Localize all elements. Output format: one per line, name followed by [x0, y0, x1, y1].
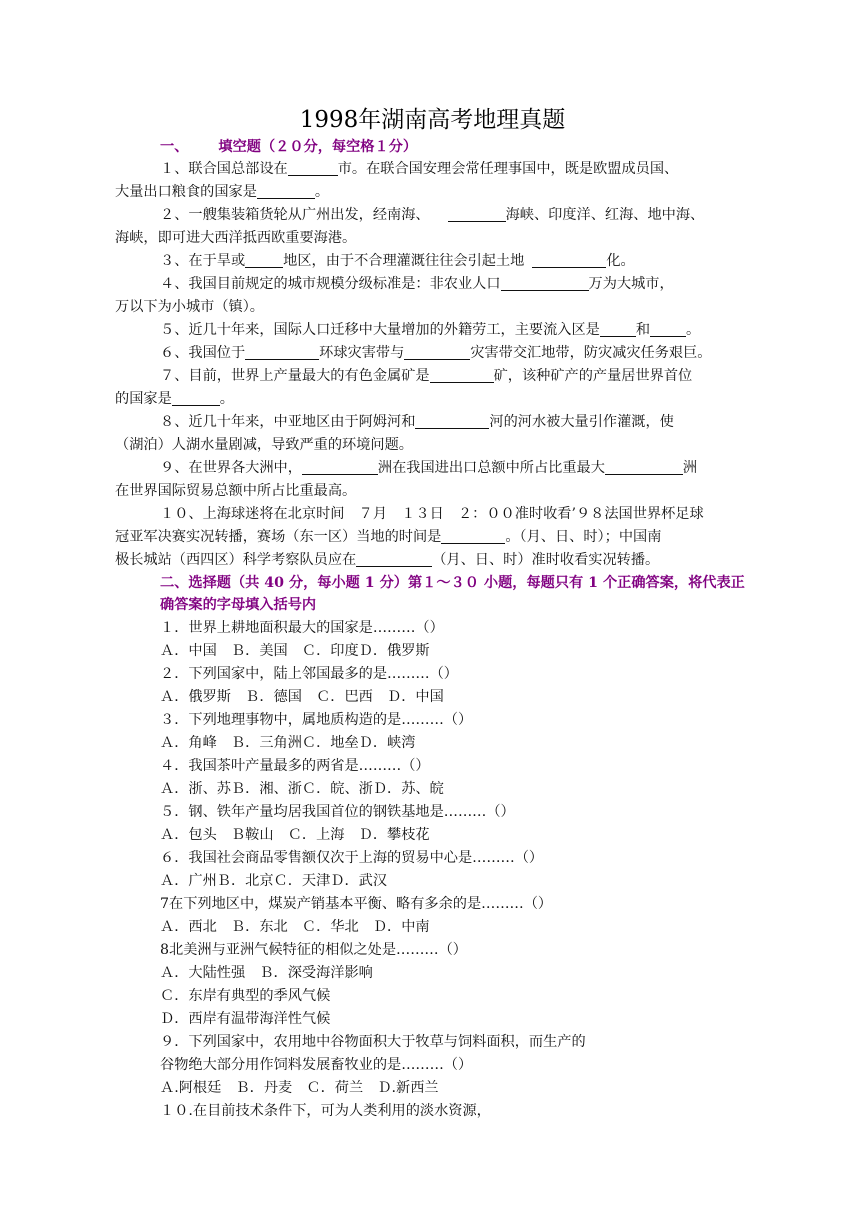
answer-blank[interactable]	[302, 459, 378, 475]
answer-blank[interactable]	[356, 551, 432, 567]
answer-blank[interactable]	[448, 206, 506, 222]
answer-blank[interactable]	[288, 160, 338, 176]
answer-blank[interactable]	[600, 321, 636, 337]
answer-blank[interactable]	[501, 275, 589, 291]
choice-question-stem: ２．下列国家中，陆上邻国最多的是………（）	[160, 666, 458, 682]
fill-q1-line2: 大量出口粮食的国家是 。	[115, 184, 330, 200]
choice-question-options: Ａ．角峰 Ｂ．三角洲Ｃ．地垒Ｄ．峡湾	[160, 735, 416, 751]
fill-q10-line2: 冠亚军决赛实况转播，赛场（东一区）当地的时间是 。（月、日、时）；中国南	[115, 529, 662, 545]
choice-question-options: Ａ．俄罗斯 Ｂ．德国 Ｃ．巴西 Ｄ．中国	[160, 689, 444, 705]
choice-question-stem: １．世界上耕地面积最大的国家是………（）	[160, 620, 444, 636]
choice-q10-stem: １０.在目前技术条件下，可为人类利用的淡水资源，	[160, 1103, 491, 1119]
choice-q9-stem-line1: ９．下列国家中，农用地中谷物面积大于牧草与饲料面积，而生产的	[160, 1034, 586, 1050]
answer-blank[interactable]	[441, 528, 505, 544]
choice-q8-option-c: Ｃ．东岸有典型的季风气候	[160, 988, 331, 1004]
fill-q3: ３、在于旱或 地区，由于不合理灌溉往往会引起土地 化。	[160, 253, 635, 269]
choice-question-stem: ５．钢、铁年产量均居我国首位的钢铁基地是………（）	[160, 804, 515, 820]
choice-question-stem: 7在下列地区中，煤炭产销基本平衡、略有多余的是………（）	[160, 896, 553, 912]
fill-q1-line1: １、联合国总部设在 市。在联合国安理会常任理事国中，既是欧盟成员国、	[160, 161, 679, 177]
choice-q8-option-a: Ａ．大陆性强 Ｂ．深受海洋影响	[160, 965, 373, 981]
section-1-number: 一、	[160, 139, 189, 155]
fill-q7-line2: 的国家是 。	[115, 391, 234, 407]
answer-blank[interactable]	[430, 367, 494, 383]
fill-q2-line1: ２、一艘集装箱货轮从广州出发，经南海、 海峡、印度洋、红海、地中海、	[160, 207, 705, 223]
answer-blank[interactable]	[257, 183, 315, 199]
fill-q7-line1: ７、目前，世界上产量最大的有色金属矿是 矿，该种矿产的产量居世界首位	[160, 368, 693, 384]
section-1-title: 填空题（２０分，每空格１分）	[218, 139, 418, 155]
choice-question-options: Ａ．广州Ｂ．北京Ｃ．天津Ｄ．武汉	[160, 873, 388, 889]
answer-blank[interactable]	[245, 344, 319, 360]
answer-blank[interactable]	[650, 321, 686, 337]
choice-question-stem: ４．我国茶叶产量最多的两省是………（）	[160, 758, 430, 774]
fill-q8-line1: ８、近几十年来，中亚地区由于阿姆河和 河的河水被大量引作灌溉，使	[160, 414, 674, 430]
choice-q8-option-d: Ｄ．西岸有温带海洋性气候	[160, 1011, 331, 1027]
choice-q9-stem-line2: 谷物绝大部分用作饲料发展畜牧业的是………（）	[160, 1057, 473, 1073]
choice-question-options: Ａ．西北 Ｂ．东北 Ｃ．华北 Ｄ．中南	[160, 919, 430, 935]
fill-q6: ６、我国位于 环球灾害带与 灾害带交汇地带，防灾减灾任务艰巨。	[160, 345, 712, 361]
choice-question-stem: ６．我国社会商品零售额仅次于上海的贸易中心是………（）	[160, 850, 544, 866]
answer-blank[interactable]	[172, 390, 220, 406]
answer-blank[interactable]	[532, 252, 606, 268]
fill-q9-line2: 在世界国际贸易总额中所占比重最高。	[115, 483, 357, 499]
fill-q5: ５、近几十年来，国际人口迁移中大量增加的外籍劳工，主要流入区是 和 。	[160, 322, 701, 338]
choice-question-options: Ａ．包头 Ｂ鞍山 Ｃ．上海 Ｄ．攀枝花	[160, 827, 430, 843]
choice-question-options: Ａ．浙、苏Ｂ．湘、浙Ｃ．皖、浙Ｄ．苏、皖	[160, 781, 444, 797]
page-title: 1998年湖南高考地理真题	[299, 107, 566, 133]
fill-q9-line1: ９、在世界各大洲中， 洲在我国进出口总额中所占比重最大 洲	[160, 460, 698, 476]
section-2-heading: 二、选择题（共 40 分，每小题 1 分）第１～３０ 小题，每题只有 1 个正确答案，将代表正确答案的字母填入括号内	[160, 575, 745, 613]
fill-q4-line1: ４、我国目前规定的城市规模分级标准是：非农业人口 万为大城市，	[160, 276, 674, 292]
fill-q4-line2: 万以下为小城市（镇）。	[115, 299, 264, 315]
choice-question-stem: ３．下列地理事物中，属地质构造的是………（）	[160, 712, 473, 728]
fill-q10-line3: 极长城站（西四区）科学考察队员应在 （月、日、时）准时收看实况转播。	[115, 552, 660, 568]
choice-question-options: Ａ．中国 Ｂ．美国 Ｃ．印度Ｄ．俄罗斯	[160, 643, 430, 659]
fill-q2-line2: 海峡，即可进大西洋抵西欧重要海港。	[115, 230, 357, 246]
answer-blank[interactable]	[404, 344, 470, 360]
fill-q10-line1: １０、上海球迷将在北京时间 ７月 １３日 ２：００准时收看’９８法国世界杯足球	[160, 506, 704, 522]
answer-blank[interactable]	[415, 413, 489, 429]
answer-blank[interactable]	[245, 252, 283, 268]
answer-blank[interactable]	[605, 459, 683, 475]
choice-q8-stem: 8北美洲与亚洲气候特征的相似之处是………（）	[160, 942, 467, 958]
section-1-heading	[160, 136, 417, 158]
choice-q9-options: Ａ.阿根廷 Ｂ．丹麦 Ｃ．荷兰 Ｄ.新西兰	[160, 1080, 439, 1096]
fill-q8-line2: （湖泊）人湖水量剧减，导致严重的环境问题。	[115, 437, 413, 453]
